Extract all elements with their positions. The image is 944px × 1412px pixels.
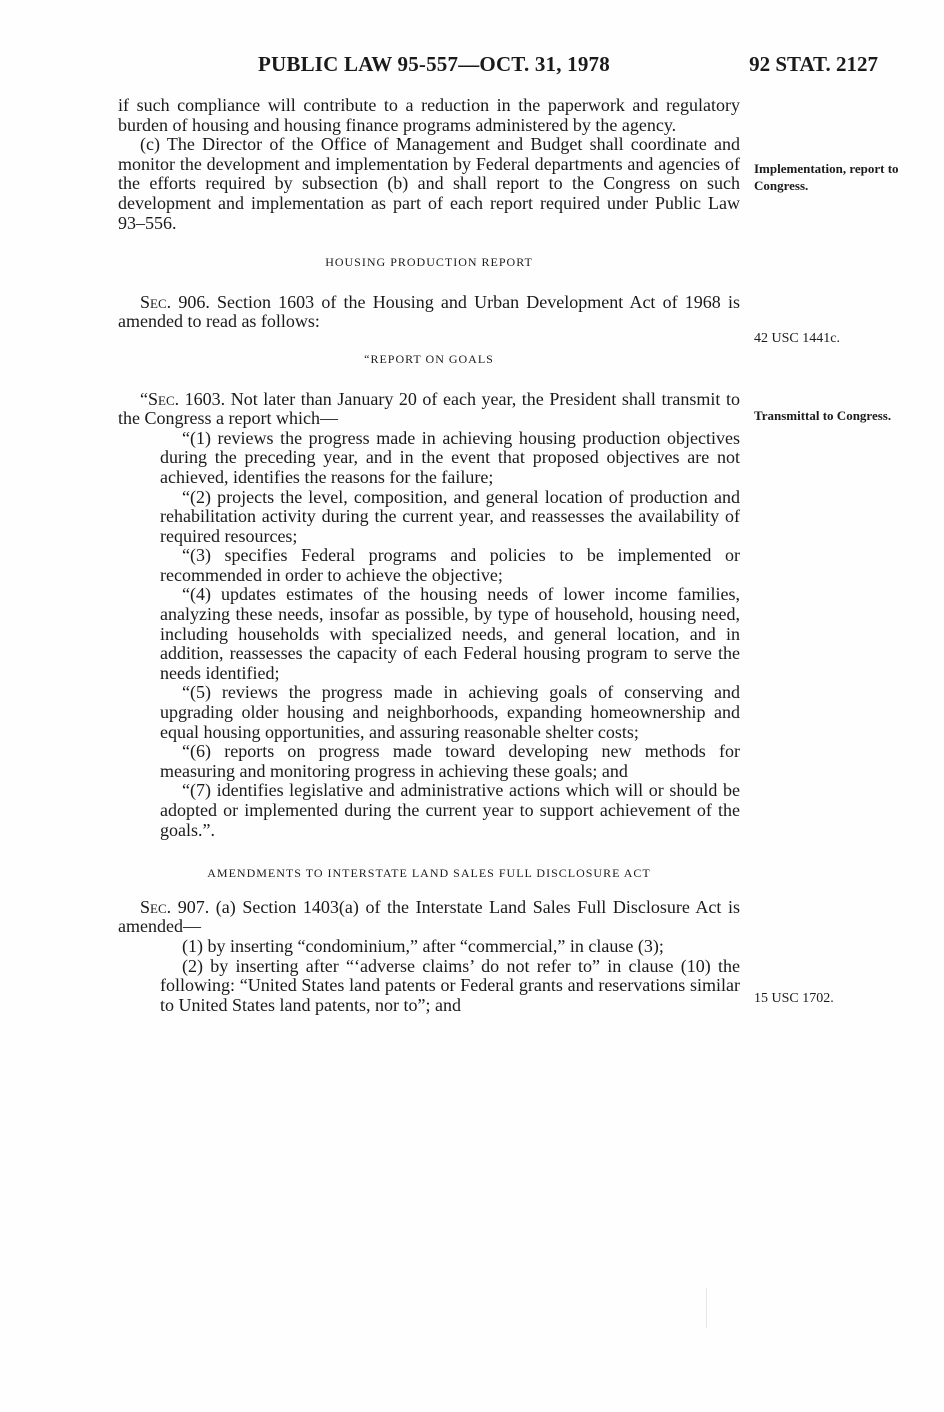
section-906: [118, 293, 740, 332]
section-1603: [118, 390, 740, 429]
margin-note-15-usc: 15 USC 1702.: [754, 991, 834, 1006]
statute-citation: 92 STAT. 2127: [749, 52, 878, 76]
body-text: [118, 96, 740, 1015]
list-item-7: “(7) identifies legislative and administrative actions which will or should be adopted or implemented during the current year to support achievement of the goals.”.: [160, 780, 740, 840]
page-title: PUBLIC LAW 95-557—OCT. 31, 1978: [258, 52, 610, 76]
section-label: Sec.: [140, 896, 172, 917]
heading-amendments: AMENDMENTS TO INTERSTATE LAND SALES FULL DISCLOSURE ACT: [207, 866, 651, 881]
section-label: “Sec.: [140, 388, 180, 409]
amendment-item-1: (1) by inserting “condominium,” after “commercial,” in clause (3);: [182, 935, 664, 956]
heading-report-on-goals: “REPORT ON GOALS: [364, 351, 494, 366]
list-item-6: “(6) reports on progress made toward developing new methods for measuring and monitoring progress in achieving these goals; and: [160, 741, 740, 781]
section-label: Sec.: [140, 291, 172, 312]
paragraph-continuation: if such compliance will contribute to a reduction in the paperwork and regulatory burden of housing and housing finance programs administered by the agency.: [118, 95, 740, 135]
section-907: [118, 898, 740, 937]
list-item-2: “(2) projects the level, composition, and general location of production and rehabilitation activity during the current year, and reassesses the availability of required resources;: [160, 486, 740, 546]
margin-note-transmittal: Transmittal to Congress.: [754, 408, 892, 423]
amendment-item-2: (2) by inserting after “‘adverse claims’ do not refer to” in clause (10) the following: “United States land patents or Federal grants and reservations similar to United States land patents, nor to”; and: [160, 955, 740, 1015]
list-item-1: “(1) reviews the progress made in achieving housing production objectives during the preceding year, and in the event that proposed objectives are not achieved, identifies the reasons for the failure;: [160, 427, 740, 487]
section-1603-text: 1603. Not later than January 20 of each year, the President shall transmit to the Congress a report which—: [118, 388, 740, 429]
paragraph-subsection-c: (c) The Director of the Office of Management and Budget shall coordinate and monitor the development and implementation by Federal departments and agencies of the efforts required by subsection (b) and shall report to the Congress on such development and implementation as part of each report required under Public Law 93–556.: [118, 134, 740, 233]
list-item-5: “(5) reviews the progress made in achieving goals of conserving and upgrading older housing and neighborhoods, expanding homeownership and equal housing opportunities, and assuring reasonable shelter costs;: [160, 682, 740, 742]
list-item-3: “(3) specifies Federal programs and policies to be implemented or recommended in order to achieve the objective;: [160, 545, 740, 585]
margin-note-42-usc: 42 USC 1441c.: [754, 331, 840, 346]
section-906-text: 906. Section 1603 of the Housing and Urban Development Act of 1968 is amended to read as follows:: [118, 291, 740, 332]
scan-artifact-line: [706, 1288, 707, 1328]
margin-note-implementation: Implementation, report to Congress.: [754, 161, 899, 193]
list-item-4: “(4) updates estimates of the housing needs of lower income families, analyzing these needs, insofar as possible, by type of household, housing need, including households with specialized needs, and general location, and in addition, reassesses the capacity of each Federal housing program to serve the needs identified;: [160, 584, 740, 683]
page-header: [0, 52, 944, 82]
heading-housing-production-report: HOUSING PRODUCTION REPORT: [325, 255, 533, 270]
section-907-text: 907. (a) Section 1403(a) of the Interstate Land Sales Full Disclosure Act is amended—: [118, 896, 740, 937]
